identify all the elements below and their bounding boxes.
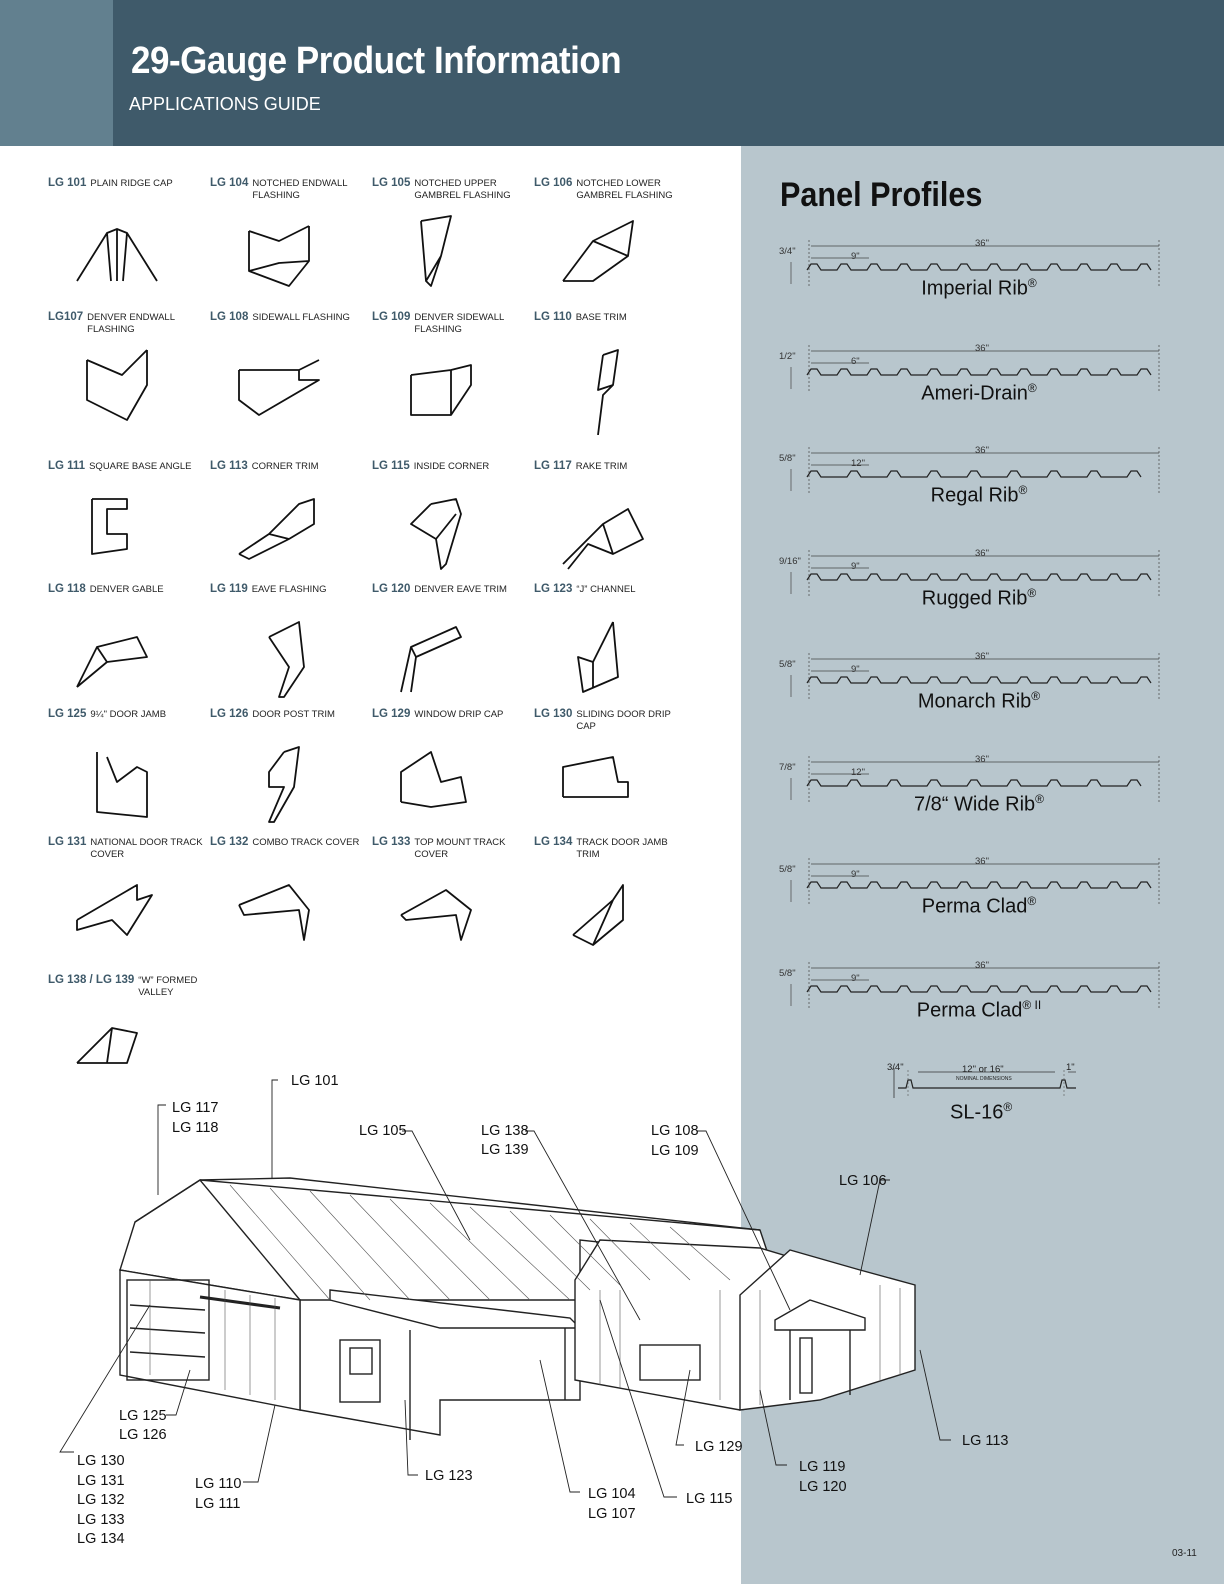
product-illustration <box>548 345 658 435</box>
product-caption <box>210 177 368 202</box>
product-item <box>210 460 368 590</box>
callout-lg130: LG 130 <box>77 1453 125 1469</box>
profile-name <box>779 998 1179 1023</box>
product-name: COMBO TRACK COVER <box>252 837 360 848</box>
product-item <box>210 583 368 713</box>
product-shape <box>239 499 314 559</box>
profile-name <box>779 894 1179 919</box>
callout-lg134: LG 134 <box>77 1531 125 1547</box>
profile-width-label: 36" <box>975 238 989 249</box>
product-illustration <box>386 870 496 960</box>
product-name: DOOR POST TRIM <box>252 709 335 720</box>
sl16-name: SL-16® <box>950 1100 1013 1124</box>
product-name: “J” CHANNEL <box>576 584 636 595</box>
product-caption <box>372 311 530 336</box>
product-caption <box>534 708 692 733</box>
product-item <box>210 311 368 441</box>
product-name: “W” FORMED VALLEY <box>138 975 198 998</box>
product-caption <box>534 311 692 324</box>
product-illustration <box>548 494 658 584</box>
product-illustration <box>548 742 658 832</box>
profile-registered-mark: ® <box>1027 894 1037 908</box>
profile-name-text: Regal Rib <box>930 484 1019 507</box>
product-item <box>534 583 692 713</box>
product-code: LG 129 <box>372 708 411 720</box>
product-name: SQUARE BASE ANGLE <box>89 461 192 472</box>
product-illustration <box>62 870 172 960</box>
product-item <box>48 460 206 590</box>
product-illustration <box>224 617 334 707</box>
product-shape <box>239 885 309 940</box>
product-caption <box>48 974 206 999</box>
product-name: DENVER EAVE TRIM <box>414 584 507 595</box>
product-illustration <box>224 870 334 960</box>
profile-name-text: Perma Clad <box>921 895 1028 918</box>
product-code: LG 104 <box>210 177 249 189</box>
panel-profile <box>779 854 1179 950</box>
product-item <box>210 708 368 838</box>
panel-profiles-title: Panel Profiles <box>780 176 983 214</box>
product-illustration <box>548 870 658 960</box>
product-item <box>372 836 530 966</box>
callout-lg139: LG 139 <box>481 1142 529 1158</box>
profile-width-label: 36" <box>975 856 989 867</box>
product-name: TOP MOUNT TRACK COVER <box>414 837 506 860</box>
profile-spacing-label: 12" <box>851 767 865 778</box>
callout-lg132: LG 132 <box>77 1492 125 1508</box>
panel-profile <box>779 752 1179 848</box>
product-code: LG 138 / LG 139 <box>48 974 135 986</box>
profile-line <box>807 369 1151 375</box>
product-caption <box>210 836 368 849</box>
callout-lg113: LG 113 <box>962 1433 1009 1449</box>
product-item <box>372 311 530 441</box>
profile-name-text: Perma Clad <box>916 999 1023 1022</box>
profile-registered-mark: ® <box>1035 792 1044 806</box>
product-name: SIDEWALL FLASHING <box>252 312 350 323</box>
profile-width-label: 36" <box>975 754 989 765</box>
sl16-rib-label: 1" <box>1066 1062 1075 1073</box>
profile-name <box>779 586 1179 611</box>
panel-profile <box>779 443 1179 539</box>
callout-lg129: LG 129 <box>695 1439 743 1455</box>
profile-line <box>807 780 1141 786</box>
product-caption <box>372 460 530 473</box>
product-caption <box>48 708 206 721</box>
product-caption <box>372 836 530 861</box>
product-caption <box>48 311 206 336</box>
profile-width-label: 36" <box>975 343 989 354</box>
profile-name-text: Ameri-Drain <box>921 382 1028 405</box>
profile-line <box>807 471 1141 477</box>
panel-profile <box>779 236 1179 332</box>
callout-lg120: LG 120 <box>799 1479 847 1495</box>
product-item <box>372 460 530 590</box>
product-illustration <box>386 211 496 301</box>
profile-registered-mark: ® II <box>1022 998 1042 1012</box>
callout-lg104: LG 104 <box>588 1486 636 1502</box>
callout-lg131: LG 131 <box>77 1473 125 1489</box>
product-shape <box>77 1028 137 1063</box>
product-item <box>48 311 206 441</box>
product-illustration <box>386 742 496 832</box>
product-caption <box>48 460 206 473</box>
callout-lg111: LG 111 <box>195 1496 241 1512</box>
panel-profile <box>779 546 1179 642</box>
product-shape <box>573 885 623 945</box>
product-caption <box>48 583 206 596</box>
page-subtitle: APPLICATIONS GUIDE <box>129 94 321 114</box>
product-code: LG 111 <box>48 460 86 472</box>
sl16-height-label: 3/4" <box>887 1062 904 1073</box>
product-code: LG 126 <box>210 708 249 720</box>
product-shape <box>77 885 152 935</box>
profile-height-label: 5/8" <box>779 864 796 875</box>
product-name: BASE TRIM <box>575 312 627 323</box>
profile-height-label: 5/8" <box>779 659 796 670</box>
product-name: CORNER TRIM <box>251 461 319 472</box>
product-shape <box>421 216 451 286</box>
product-shape <box>563 221 633 281</box>
product-code: LG 106 <box>534 177 573 189</box>
profile-width-label: 36" <box>975 651 989 662</box>
product-shape <box>269 622 304 697</box>
product-item <box>534 708 692 838</box>
profile-name-text: Imperial Rib <box>921 277 1028 300</box>
profile-height-label: 5/8" <box>779 968 796 979</box>
sl16-width-label: 12" or 16" <box>962 1064 1004 1075</box>
product-shape <box>598 350 618 435</box>
profile-height-label: 7/8" <box>779 762 796 773</box>
callout-lg105: LG 105 <box>359 1123 407 1139</box>
product-code: LG 119 <box>210 583 248 595</box>
page-title: 29-Gauge Product Information <box>131 40 622 82</box>
product-code: LG 134 <box>534 836 573 848</box>
callout-lg138: LG 138 <box>481 1123 529 1139</box>
product-code: LG 113 <box>210 460 248 472</box>
header-accent-block <box>0 0 113 146</box>
profile-line <box>807 264 1151 270</box>
profile-name-text: Monarch Rib <box>917 690 1032 713</box>
product-caption <box>534 177 692 202</box>
callout-lg133: LG 133 <box>77 1512 125 1528</box>
product-shape <box>92 499 127 554</box>
page-number: 03-11 <box>1172 1548 1197 1559</box>
product-item <box>534 177 692 307</box>
panel-profile <box>779 958 1179 1054</box>
callout-lg108: LG 108 <box>651 1123 699 1139</box>
profile-name-text: 7/8“ Wide Rib <box>914 793 1036 816</box>
product-shape <box>97 752 147 817</box>
profile-spacing-label: 9" <box>851 561 860 572</box>
product-shape <box>249 226 309 286</box>
product-shape <box>563 757 628 797</box>
product-caption <box>534 583 692 596</box>
profile-spacing-label: 9" <box>851 973 860 984</box>
profile-name <box>779 792 1179 817</box>
profile-width-label: 36" <box>975 445 989 456</box>
product-code: LG 101 <box>48 177 87 189</box>
product-illustration <box>386 617 496 707</box>
product-name: PLAIN RIDGE CAP <box>90 178 173 189</box>
profile-line <box>807 986 1151 992</box>
product-illustration <box>386 345 496 435</box>
callout-lg109: LG 109 <box>651 1143 699 1159</box>
profile-name <box>779 483 1179 508</box>
profile-spacing-label: 6" <box>851 356 860 367</box>
product-code: LG107 <box>48 311 84 323</box>
product-item <box>372 583 530 713</box>
profile-spacing-label: 12" <box>851 458 865 469</box>
product-item <box>372 708 530 838</box>
product-illustration <box>224 345 334 435</box>
profile-width-label: 36" <box>975 548 989 559</box>
product-shape <box>401 752 466 807</box>
product-code: LG 105 <box>372 177 411 189</box>
product-shape <box>239 360 319 415</box>
callout-lg125: LG 125 <box>119 1408 167 1424</box>
product-name: NOTCHED UPPER GAMBREL FLASHING <box>414 178 511 201</box>
product-code: LG 115 <box>372 460 410 472</box>
product-caption <box>210 583 368 596</box>
product-shape <box>563 509 643 569</box>
product-item <box>48 177 206 307</box>
product-code: LG 130 <box>534 708 573 720</box>
profile-registered-mark: ® <box>1027 276 1037 290</box>
product-illustration <box>62 742 172 832</box>
callout-lg126: LG 126 <box>119 1427 167 1443</box>
callout-lg101: LG 101 <box>291 1073 339 1089</box>
product-illustration <box>62 494 172 584</box>
product-caption <box>372 708 530 721</box>
panel-profile <box>779 649 1179 745</box>
product-shape <box>87 350 147 420</box>
profile-name <box>779 381 1179 406</box>
product-item <box>48 708 206 838</box>
profile-height-label: 3/4" <box>779 246 796 257</box>
product-name: NOTCHED LOWER GAMBREL FLASHING <box>576 178 673 201</box>
product-item <box>534 460 692 590</box>
product-code: LG 117 <box>534 460 572 472</box>
product-illustration <box>386 494 496 584</box>
product-illustration <box>62 345 172 435</box>
callout-lg118: LG 118 <box>172 1120 219 1136</box>
product-code: LG 108 <box>210 311 249 323</box>
product-name: NOTCHED ENDWALL FLASHING <box>252 178 348 201</box>
profile-registered-mark: ® <box>1018 483 1028 497</box>
product-shape <box>77 229 157 281</box>
product-name: DENVER SIDEWALL FLASHING <box>414 312 504 335</box>
product-item <box>372 177 530 307</box>
product-name: WINDOW DRIP CAP <box>414 709 504 720</box>
profile-registered-mark: ® <box>1031 689 1041 703</box>
profile-registered-mark: ® <box>1027 586 1037 600</box>
profile-height-label: 5/8" <box>779 453 796 464</box>
product-shape <box>411 365 471 415</box>
product-code: LG 132 <box>210 836 249 848</box>
callout-lg107: LG 107 <box>588 1506 636 1522</box>
product-caption <box>210 708 368 721</box>
product-item <box>210 836 368 966</box>
profile-height-label: 9/16" <box>779 556 801 567</box>
product-caption <box>210 311 368 324</box>
product-name: NATIONAL DOOR TRACK COVER <box>90 837 203 860</box>
profile-registered-mark: ® <box>1027 381 1037 395</box>
profile-height-label: 1/2" <box>779 351 796 362</box>
product-name: INSIDE CORNER <box>413 461 490 472</box>
product-name: EAVE FLASHING <box>251 584 327 595</box>
product-shape <box>401 627 461 692</box>
profile-name-text: Rugged Rib <box>921 587 1028 610</box>
product-caption <box>372 583 530 596</box>
product-name: DENVER GABLE <box>89 584 164 595</box>
product-code: LG 133 <box>372 836 411 848</box>
callout-lg123: LG 123 <box>425 1468 473 1484</box>
product-code: LG 120 <box>372 583 411 595</box>
page-header <box>0 0 1224 146</box>
product-item <box>48 583 206 713</box>
profile-name <box>779 689 1179 714</box>
product-caption <box>534 836 692 861</box>
product-caption <box>534 460 692 473</box>
callout-lg119: LG 119 <box>799 1459 846 1475</box>
product-name: DENVER ENDWALL FLASHING <box>87 312 175 335</box>
product-code: LG 125 <box>48 708 87 720</box>
product-illustration <box>62 617 172 707</box>
product-name: 9¼" DOOR JAMB <box>90 709 167 720</box>
product-code: LG 118 <box>48 583 86 595</box>
product-shape <box>401 890 471 940</box>
product-name: RAKE TRIM <box>575 461 628 472</box>
product-illustration <box>224 211 334 301</box>
product-caption <box>48 177 206 190</box>
callout-lg110: LG 110 <box>195 1476 242 1492</box>
callout-lg117: LG 117 <box>172 1100 219 1116</box>
product-item <box>534 836 692 966</box>
product-item <box>210 177 368 307</box>
product-code: LG 131 <box>48 836 87 848</box>
profile-line <box>807 574 1151 580</box>
product-caption <box>48 836 206 861</box>
profile-line <box>807 882 1151 888</box>
product-code: LG 123 <box>534 583 573 595</box>
sl16-note: NOMINAL DIMENSIONS <box>956 1076 1012 1082</box>
product-illustration <box>548 211 658 301</box>
profile-spacing-label: 9" <box>851 869 860 880</box>
product-shape <box>269 747 299 822</box>
product-code: LG 110 <box>534 311 572 323</box>
product-illustration <box>548 617 658 707</box>
profile-name <box>779 276 1179 301</box>
product-illustration <box>224 742 334 832</box>
profile-spacing-label: 9" <box>851 664 860 675</box>
profile-spacing-label: 9" <box>851 251 860 262</box>
product-name: SLIDING DOOR DRIP CAP <box>576 709 671 732</box>
callout-lg106: LG 106 <box>839 1173 887 1189</box>
product-shape <box>411 499 461 569</box>
callout-lg115: LG 115 <box>686 1491 733 1507</box>
product-item <box>534 311 692 441</box>
profile-width-label: 36" <box>975 960 989 971</box>
profile-line <box>807 677 1151 683</box>
product-illustration <box>224 494 334 584</box>
product-name: TRACK DOOR JAMB TRIM <box>576 837 668 860</box>
product-item <box>48 836 206 966</box>
product-shape <box>77 637 147 687</box>
panel-profile <box>779 341 1179 437</box>
product-shape <box>578 622 618 692</box>
product-illustration <box>62 211 172 301</box>
product-caption <box>210 460 368 473</box>
product-caption <box>372 177 530 202</box>
product-code: LG 109 <box>372 311 411 323</box>
